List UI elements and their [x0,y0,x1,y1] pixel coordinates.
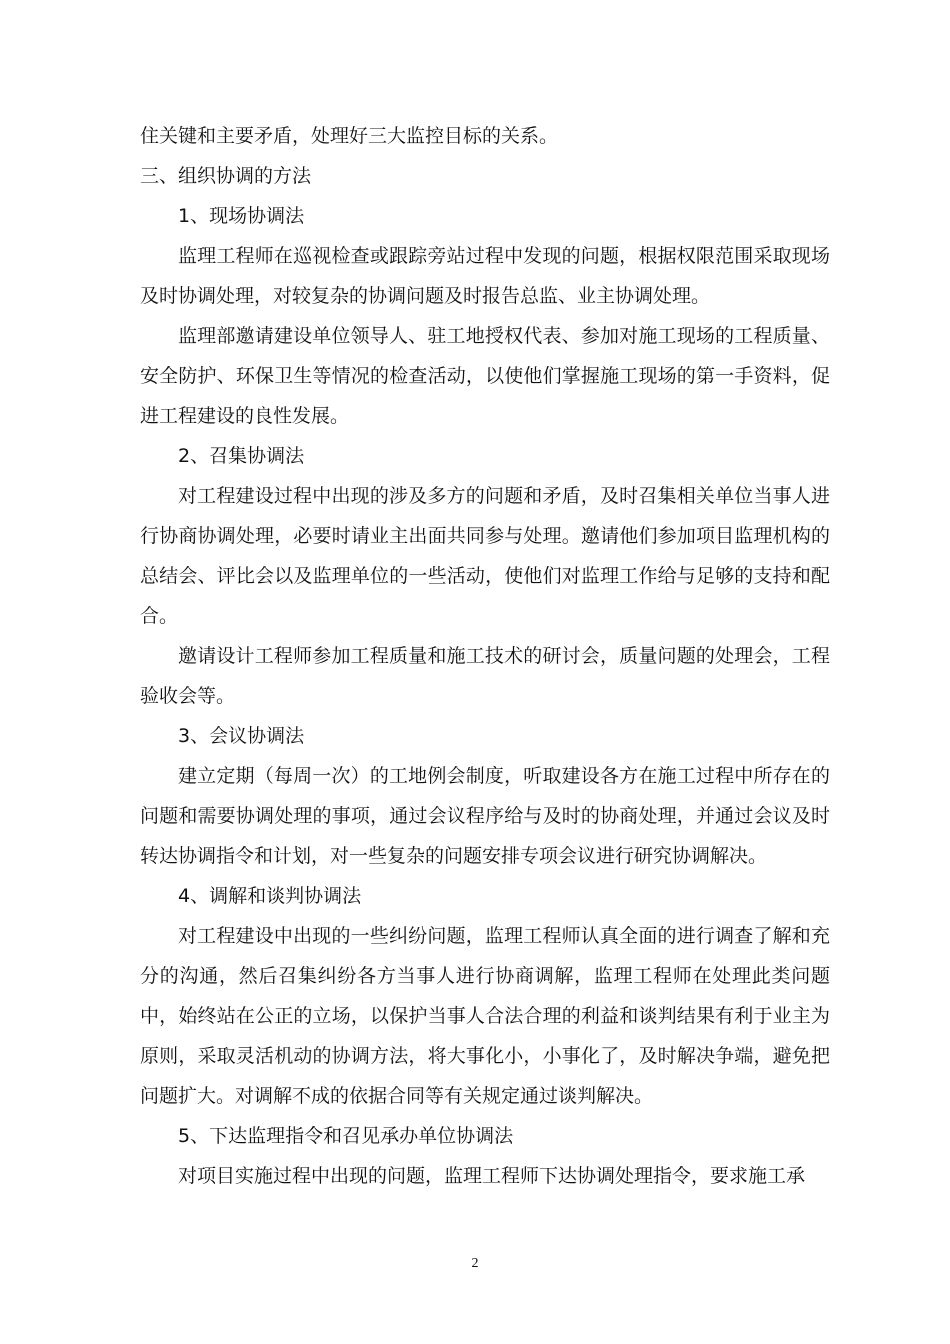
subsection-heading-3: 3、会议协调法 [178,725,305,747]
document-body [140,116,830,1196]
paragraph: 监理工程师在巡视检查或跟踪旁站过程中发现的问题，根据权限范围采取现场及时协调处理，对较复杂的协调问题及时报告总监、业主协调处理。 [140,245,830,307]
paragraph: 对项目实施过程中出现的问题，监理工程师下达协调处理指令，要求施工承 [178,1165,806,1187]
paragraph-continuation: 住关键和主要矛盾，处理好三大监控目标的关系。 [140,125,559,147]
subsection-heading-1: 1、现场协调法 [178,205,305,227]
subsection-heading-5: 5、下达监理指令和召见承办单位协调法 [178,1125,514,1147]
paragraph: 建立定期（每周一次）的工地例会制度，听取建设各方在施工过程中所存在的问题和需要协调处理的事项，通过会议程序给与及时的协商处理，并通过会议及时转达协调指令和计划，对一些复杂的问题安排专项会议进行研究协调解决。 [140,765,830,867]
paragraph: 监理部邀请建设单位领导人、驻工地授权代表、参加对施工现场的工程质量、安全防护、环保卫生等情况的检查活动，以使他们掌握施工现场的第一手资料，促进工程建设的良性发展。 [140,325,830,427]
subsection-heading-4: 4、调解和谈判协调法 [178,885,362,907]
paragraph: 邀请设计工程师参加工程质量和施工技术的研讨会，质量问题的处理会，工程验收会等。 [140,645,830,707]
section-heading: 三、组织协调的方法 [140,165,312,187]
subsection-heading-2: 2、召集协调法 [178,445,305,467]
paragraph: 对工程建设中出现的一些纠纷问题，监理工程师认真全面的进行调查了解和充分的沟通，然后召集纠纷各方当事人进行协商调解，监理工程师在处理此类问题中，始终站在公正的立场，以保护当事人合法合理的利益和谈判结果有利于业主为原则，采取灵活机动的协调方法，将大事化小，小事化了，及时解决争端，避免把问题扩大。对调解不成的依据合同等有关规定通过谈判解决。 [140,925,830,1107]
page-number: 2 [471,1256,479,1271]
paragraph: 对工程建设过程中出现的涉及多方的问题和矛盾，及时召集相关单位当事人进行协商协调处理，必要时请业主出面共同参与处理。邀请他们参加项目监理机构的总结会、评比会以及监理单位的一些活动，使他们对监理工作给与足够的支持和配合。 [140,485,830,627]
